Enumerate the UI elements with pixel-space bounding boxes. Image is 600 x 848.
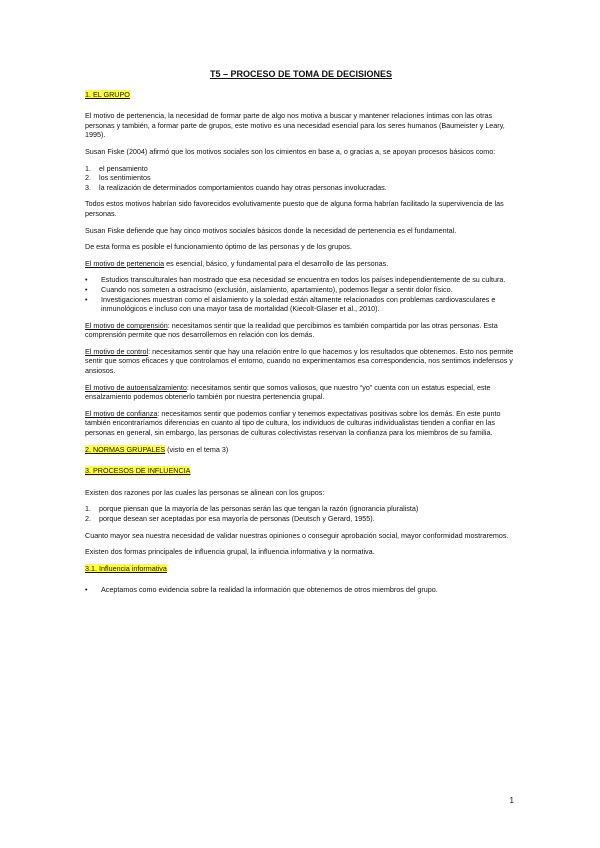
paragraph-comprension: El motivo de comprensión: necesitamos sentir que la realidad que percibimos es también compartida por las otras personas. Esta comprensión permite que nos desarrollemos en relación con los demás. bbox=[85, 320, 498, 340]
paragraph: Cuanto mayor sea nuestra necesidad de validar nuestras opiniones o conseguir aprobación social, mayor conformidad mostraremos. bbox=[85, 530, 509, 540]
paragraph-pertenencia: El motivo de pertenencia es esencial, básico, y fundamental para el desarrollo de las personas. bbox=[85, 258, 389, 268]
list-item: 1. porque piensan que la mayoría de las personas serán las que tengan la razón (ignorancia pluralista) bbox=[85, 504, 419, 514]
paragraph: Existen dos formas principales de influencia grupal, la influencia informativa y la normativa. bbox=[85, 547, 375, 557]
paragraph: Todos estos motivos habrían sido favorecidos evolutivamente puesto que de alguna forma habrían facilitado la supervivencia de las personas. bbox=[85, 199, 504, 218]
section-heading-grupo: 1. EL GRUPO bbox=[85, 89, 130, 99]
paragraph: Susan Fiske (2004) afirmó que los motivos sociales son los cimientos en base a, o gracias a, se apoyan procesos básicos como: bbox=[85, 146, 496, 156]
paragraph-autoensalzamiento: El motivo de autoensalzamiento: necesitamos sentir que somos valiosos, que nuestro “yo” cuenta con un estatus especial, este ensalzamiento podemos obtenerlo también por nuestra pertenencia grupal. bbox=[85, 382, 491, 402]
list-item: 2. porque desean ser aceptadas por esa mayoría de personas (Deutsch y Gerard, 1955). bbox=[85, 514, 375, 523]
list-item: 2. los sentimientos bbox=[85, 173, 151, 183]
list-item: 1. el pensamiento bbox=[85, 163, 148, 173]
page-number: 1 bbox=[509, 796, 514, 805]
numbered-list bbox=[85, 504, 517, 523]
paragraph: Susan Fiske defiende que hay cinco motivos sociales básicos donde la necesidad de pertenencia es el fundamental. bbox=[85, 225, 457, 235]
paragraph: De esta forma es posible el funcionamiento óptimo de las personas y de los grupos. bbox=[85, 242, 352, 252]
document-page bbox=[85, 70, 517, 602]
list-item: 3. la realización de determinados comportamientos cuando hay otras personas involucradas. bbox=[85, 182, 387, 192]
section-heading-normas: 2. NORMAS GRUPALES bbox=[85, 444, 166, 454]
subsection-heading-informativa: 3.1. Influencia informativa bbox=[85, 563, 167, 573]
list-item: • Investigaciones muestran como el aislamiento y la soledad están altamente relacionados con problemas cardiovasculares e inmunológicos e incluso con una mayor tasa de mortalidad (Kiecolt-Glaser et al., 2010). bbox=[85, 294, 496, 314]
section-note: (visto en el tema 3) bbox=[165, 444, 229, 454]
list-item: • Aceptamos como evidencia sobre la realidad la información que obtenemos de otros miembros del grupo. bbox=[85, 585, 438, 595]
document-title: T5 – PROCESO DE TOMA DE DECISIONES bbox=[209, 69, 393, 79]
numbered-list bbox=[85, 164, 517, 193]
bullet-list bbox=[85, 275, 517, 313]
paragraph-control: El motivo de control: necesitamos sentir que hay una relación entre lo que hacemos y los resultados que obtenemos. Esto nos permite sentir que somos eficaces y que controlamos el entorno, cuando no experimentamos esa correspondencia, nos sentimos indefensos y ansiosos. bbox=[85, 346, 514, 376]
section-heading-influencia: 3. PROCESOS DE INFLUENCIA bbox=[85, 466, 191, 476]
list-item: • Cuando nos someten a ostracismo (exclusión, aislamiento, apartamiento), podemos llegar a sentir dolor físico. bbox=[85, 284, 453, 294]
paragraph: El motivo de pertenencia, la necesidad de formar parte de algo nos motiva a buscar y mantener relaciones íntimas con las otras personas y también, a formar parte de grupos, este motivo es una necesidad esencial para los seres humanos (Baumeister y Leary, 1995). bbox=[85, 111, 505, 140]
paragraph: Existen dos razones por las cuales las personas se alinean con los grupos: bbox=[85, 487, 325, 497]
bullet-list bbox=[85, 585, 517, 595]
list-item: • Estudios transculturales han mostrado que esa necesidad se encuentra en todos los países independientemente de su cultura. bbox=[85, 275, 506, 285]
paragraph-confianza: El motivo de confianza: necesitamos sentir que podemos confiar y tenemos expectativas positivas sobre los demás. En este punto también encontraríamos diferencias en cuanto al tipo de cultura, los individuos de culturas individualistas tienden a confiar en las personas en general, sin embargo, las personas de culturas colectivistas reservan la confianza para los miembros de su familia. bbox=[85, 408, 501, 438]
